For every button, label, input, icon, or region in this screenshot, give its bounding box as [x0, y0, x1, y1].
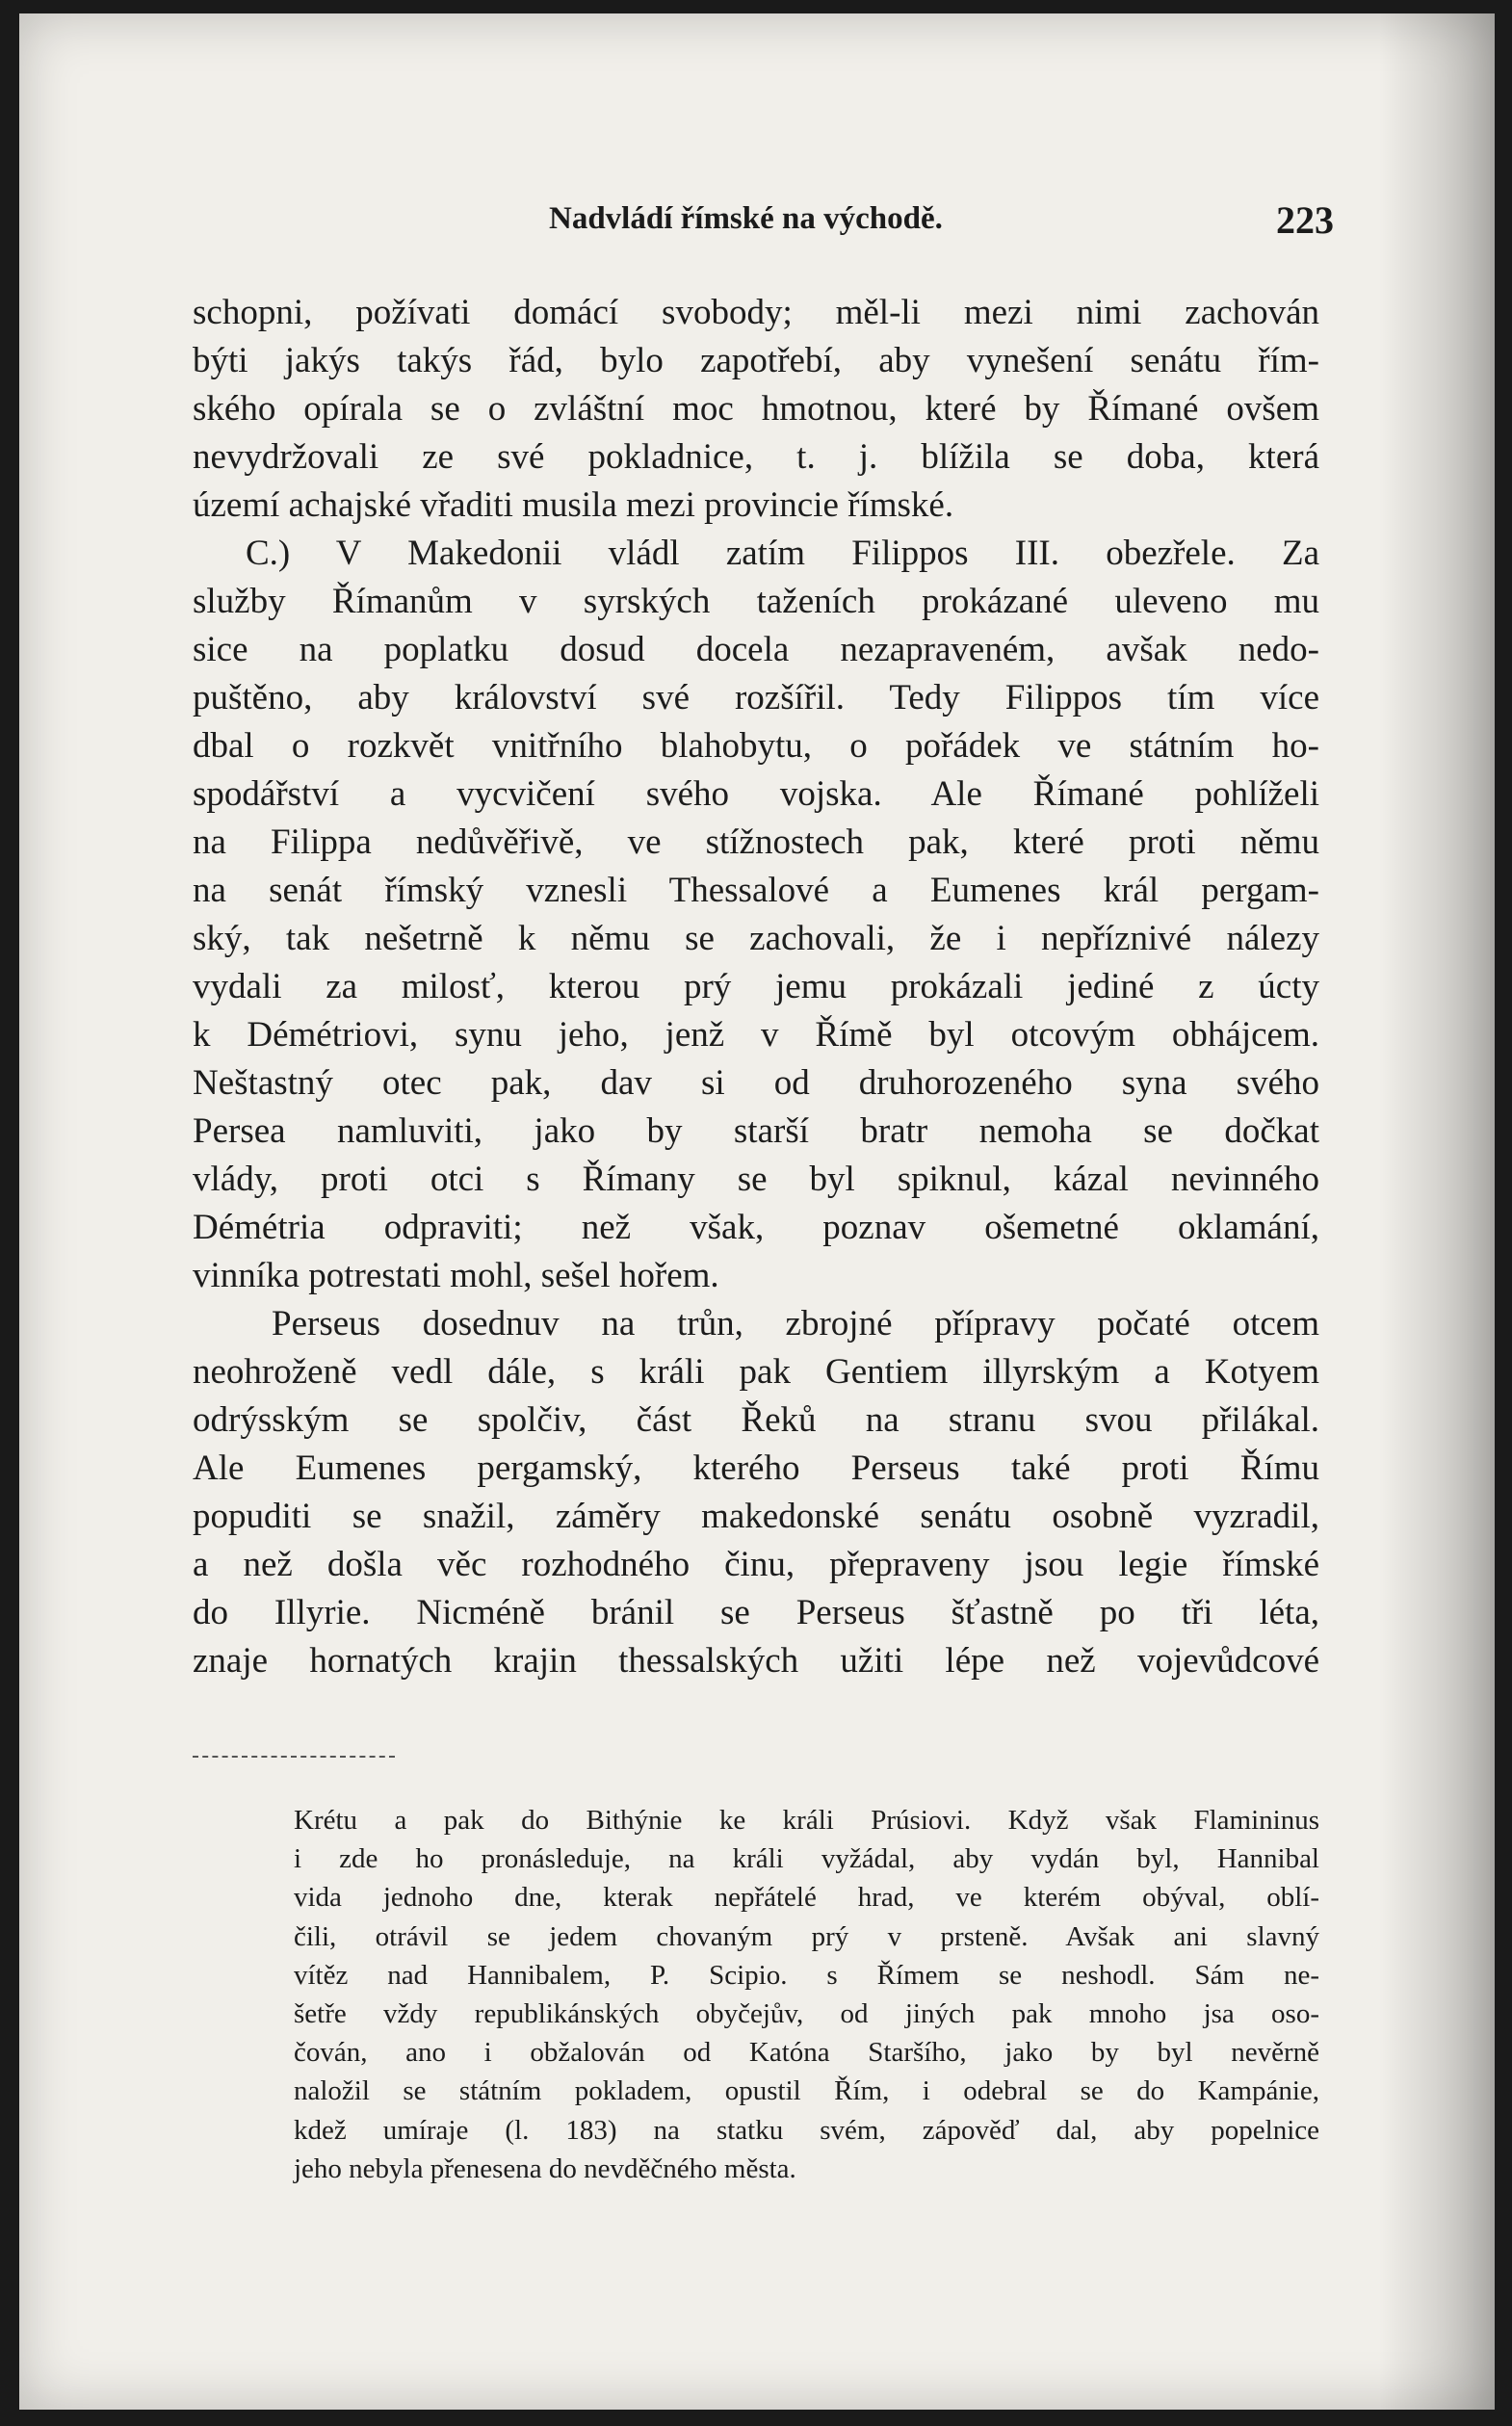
text-line: sice na poplatku dosud docela nezapraveném, avšak nedo-	[193, 630, 1319, 669]
text-line: vinníka potrestati mohl, sešel hořem.	[193, 1256, 719, 1295]
footnote-line: čili, otrávil se jedem chovaným prý v prsteně. Avšak ani slavný	[294, 1920, 1319, 1952]
text-line: schopni, požívati domácí svobody; měl-li mezi nimi zachován	[193, 293, 1319, 332]
text-line: nevydržovali ze své pokladnice, t. j. blížila se doba, která	[193, 437, 1319, 477]
footnote-line: naložil se státním pokladem, opustil Řím, i odebral se do Kampánie,	[294, 2075, 1319, 2107]
footnote-line: šetře vždy republikánských obyčejův, od jiných pak mnoho jsa oso-	[294, 1997, 1319, 2029]
text-line: býti jakýs takýs řád, bylo zapotřebí, aby vynešení senátu řím-	[193, 341, 1319, 380]
footnote-line: Krétu a pak do Bithýnie ke králi Prúsiovi. Když však Flamininus	[294, 1805, 1319, 1836]
text-line: a než došla věc rozhodného činu, přepraveny jsou legie římské	[193, 1545, 1319, 1584]
text-line: Démétria odpraviti; než však, poznav ošemetné oklamání,	[193, 1208, 1319, 1247]
text-line: k Démétriovi, synu jeho, jenž v Římě byl otcovým obhájcem.	[193, 1015, 1319, 1055]
text-line: vydali za milosť, kterou prý jemu prokázali jediné z úcty	[193, 967, 1319, 1006]
footnote	[294, 1801, 1319, 2188]
text-line: odrýsským se spolčiv, část Řeků na stranu svou přilákal.	[193, 1400, 1319, 1440]
footnote-line: i zde ho pronásleduje, na králi vyžádal, aby vydán byl, Hannibal	[294, 1843, 1319, 1875]
page-number: 223	[1276, 198, 1334, 242]
text-line: Ale Eumenes pergamský, kterého Perseus také proti Římu	[193, 1448, 1319, 1488]
text-line: puštěno, aby království své rozšířil. Tedy Filippos tím více	[193, 678, 1319, 717]
footnote-line: vida jednoho dne, kterak nepřátelé hrad, ve kterém obýval, oblí-	[294, 1882, 1319, 1914]
text-line: Perseus dosednuv na trůn, zbrojné přípravy počaté otcem	[272, 1304, 1319, 1343]
footnote-line: jeho nebyla přenesena do nevděčného města.	[294, 2152, 796, 2184]
text-line: Neštastný otec pak, dav si od druhorozeného syna svého	[193, 1063, 1319, 1103]
text-line: popuditi se snažil, záměry makedonské senátu osobně vyzradil,	[193, 1497, 1319, 1536]
text-line: ský, tak nešetrně k němu se zachovali, že i nepříznivé nálezy	[193, 919, 1319, 958]
text-line: na Filippa nedůvěřivě, ve stížnostech pak, které proti němu	[193, 822, 1319, 862]
text-line: ského opírala se o zvláštní moc hmotnou, které by Římané ovšem	[193, 389, 1319, 429]
main-text	[193, 289, 1319, 1685]
footnote-line: vítěz nad Hannibalem, P. Scipio. s Římem se neshodl. Sám ne-	[294, 1959, 1319, 1991]
footnote-line: čován, ano i obžalován od Katóna Staršího, jako by byl nevěrně	[294, 2037, 1319, 2069]
page-header	[549, 198, 1334, 249]
text-line: spodářství a vycvičení svého vojska. Ale Římané pohlíželi	[193, 774, 1319, 814]
text-line: na senát římský vznesli Thessalové a Eumenes král pergam-	[193, 871, 1319, 910]
text-line: znaje hornatých krajin thessalských užiti lépe než vojevůdcové	[193, 1641, 1319, 1681]
text-line: do Illyrie. Nicméně bránil se Perseus šťastně po tři léta,	[193, 1593, 1319, 1632]
text-line: Persea namluviti, jako by starší bratr nemoha se dočkat	[193, 1111, 1319, 1151]
footnote-separator	[193, 1756, 395, 1758]
running-head: Nadvládí římské na východě.	[549, 201, 943, 236]
text-line: C.) V Makedonii vládl zatím Filippos III. obezřele. Za	[246, 534, 1319, 573]
text-line: dbal o rozkvět vnitřního blahobytu, o pořádek ve státním ho-	[193, 726, 1319, 766]
text-line: služby Římanům v syrských taženích prokázané uleveno mu	[193, 582, 1319, 621]
text-line: vlády, proti otci s Římany se byl spiknul, kázal nevinného	[193, 1160, 1319, 1199]
text-line: neohroženě vedl dále, s králi pak Gentiem illyrským a Kotyem	[193, 1352, 1319, 1392]
footnote-line: kdež umíraje (l. 183) na statku svém, zápověď dal, aby popelnice	[294, 2114, 1319, 2146]
text-line: území achajské vřaditi musila mezi provincie římské.	[193, 485, 954, 525]
